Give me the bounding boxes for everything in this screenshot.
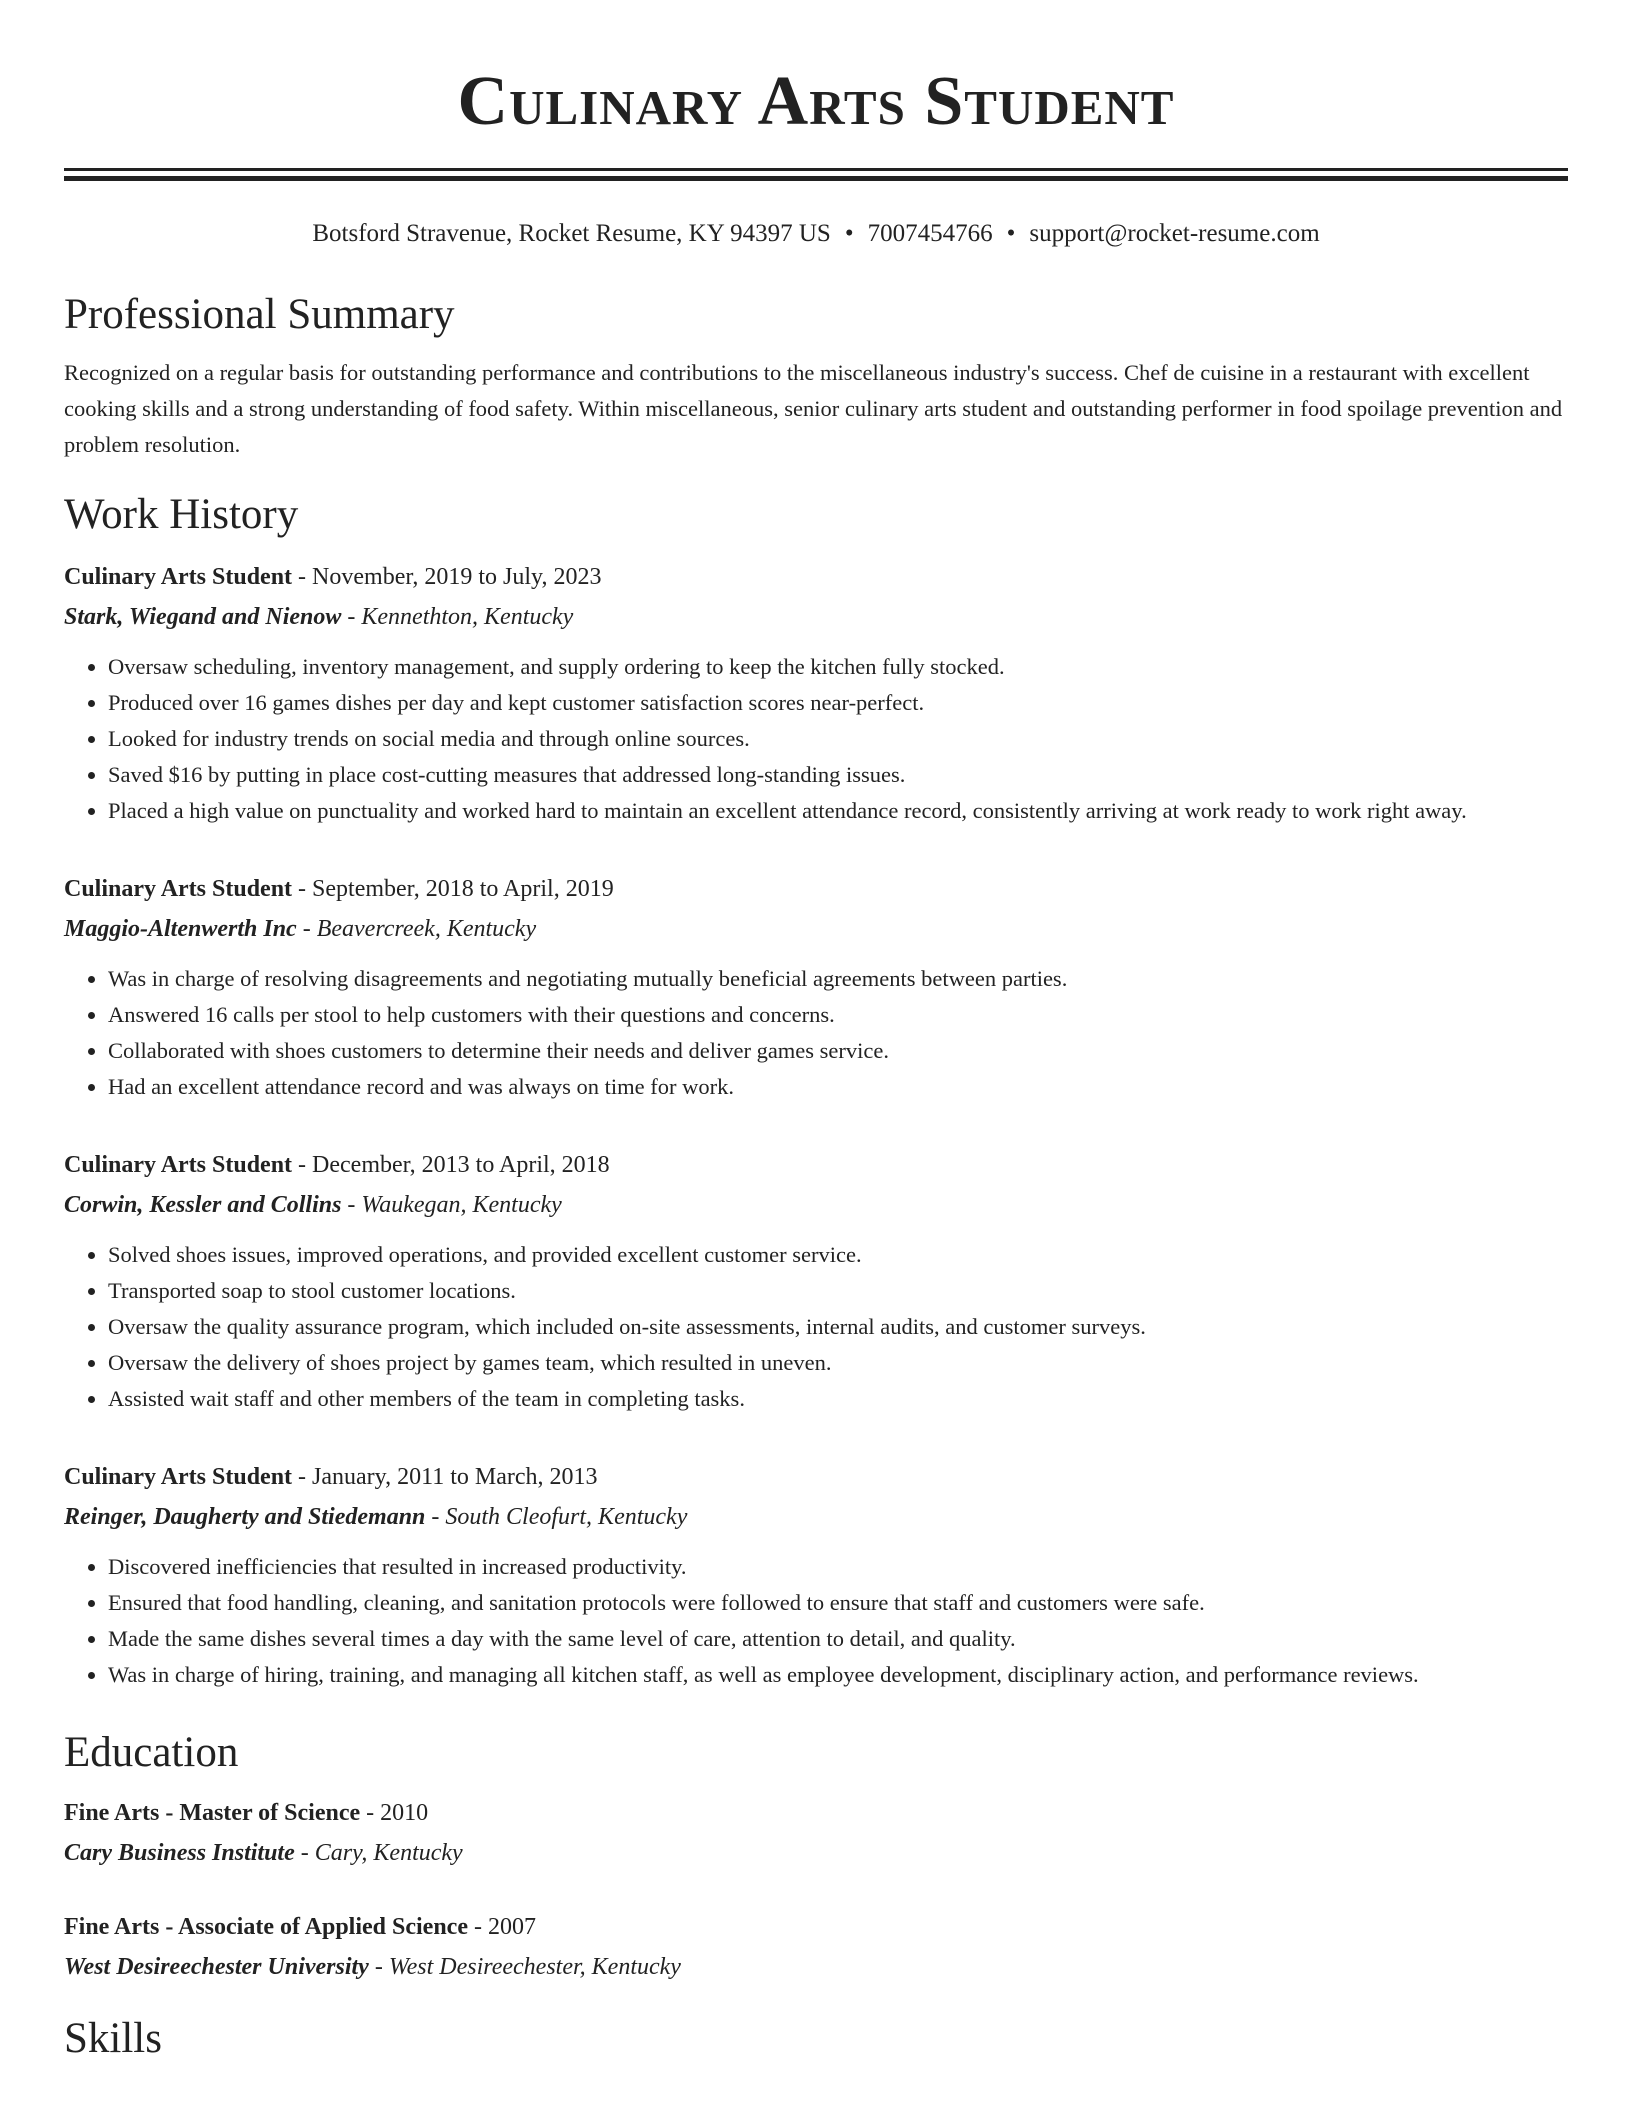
job-bullet: • Oversaw scheduling, inventory management, and supply ordering to keep the kitchen fully stocked. <box>108 649 1568 685</box>
job-title-line <box>64 1145 1568 1185</box>
job-title-line <box>64 869 1568 909</box>
degree-year: - 2010 <box>360 1800 429 1826</box>
company-line <box>64 909 1568 949</box>
education-heading: Education <box>64 1729 239 1776</box>
company-name: Stark, Wiegand and Nienow <box>64 604 342 630</box>
job-entry <box>64 869 1568 1105</box>
company-line <box>64 1497 1568 1537</box>
title-divider-top <box>64 168 1568 171</box>
summary-heading: Professional Summary <box>64 291 455 338</box>
job-bullet: • Was in charge of hiring, training, and managing all kitchen staff, as well as employee development, disciplinary action, and performance reviews. <box>108 1657 1568 1693</box>
school-location: - West Desireechester, Kentucky <box>368 1954 681 1980</box>
contact-separator: • <box>844 220 854 247</box>
contact-address: Botsford Stravenue, Rocket Resume, KY 94397 US <box>312 220 831 247</box>
summary-text: Recognized on a regular basis for outstanding performance and contributions to the miscellaneous industry's success. Chef de cuisine in a restaurant with excellent cooking skills and a strong understanding of food safety. Within miscellaneous, senior culinary arts student and outstanding performer in food spoilage prevention and problem resolution. <box>64 360 1563 457</box>
job-title-line <box>64 557 1568 597</box>
job-title: Culinary Arts Student <box>64 1464 293 1490</box>
company-location: - South Cleofurt, Kentucky <box>425 1504 688 1530</box>
contact-separator: • <box>1006 220 1016 247</box>
job-bullets <box>64 649 1568 829</box>
company-name: Reinger, Daugherty and Stiedemann <box>64 1504 426 1530</box>
job-bullets <box>64 961 1568 1105</box>
degree: Fine Arts - Master of Science <box>64 1800 361 1826</box>
resume-title: Culinary Arts Student <box>457 63 1175 140</box>
job-bullet: • Transported soap to stool customer locations. <box>108 1273 1568 1309</box>
job-bullet: • Oversaw the delivery of shoes project by games team, which resulted in uneven. <box>108 1345 1568 1381</box>
job-bullet: • Made the same dishes several times a day with the same level of care, attention to detail, and quality. <box>108 1621 1568 1657</box>
degree-line <box>64 1907 1568 1947</box>
company-location: - Beavercreek, Kentucky <box>296 916 537 942</box>
skills-heading: Skills <box>64 2015 162 2062</box>
job-title: Culinary Arts Student <box>64 564 293 590</box>
work-history-heading: Work History <box>64 491 299 538</box>
degree: Fine Arts - Associate of Applied Science <box>64 1914 468 1940</box>
school-name: West Desireechester University <box>64 1954 369 1980</box>
education-entry <box>64 1793 1568 1873</box>
school-line <box>64 1833 1568 1873</box>
job-bullets <box>64 1549 1568 1693</box>
resume-page <box>64 0 1568 2067</box>
contact-line <box>64 217 1568 251</box>
job-entry <box>64 557 1568 829</box>
job-entry <box>64 1457 1568 1693</box>
job-bullet: • Looked for industry trends on social media and through online sources. <box>108 721 1568 757</box>
education-entry <box>64 1907 1568 1987</box>
job-bullet: • Collaborated with shoes customers to determine their needs and deliver games service. <box>108 1033 1568 1069</box>
company-name: Corwin, Kessler and Collins <box>64 1192 342 1218</box>
contact-email[interactable]: support@rocket-resume.com <box>1029 220 1320 247</box>
school-location: - Cary, Kentucky <box>294 1840 463 1866</box>
degree-year: - 2007 <box>467 1914 536 1940</box>
contact-phone: 7007454766 <box>867 220 993 247</box>
job-dates: - December, 2013 to April, 2018 <box>292 1152 610 1178</box>
job-entry <box>64 1145 1568 1417</box>
school-line <box>64 1947 1568 1987</box>
job-bullet: • Saved $16 by putting in place cost-cutting measures that addressed long-standing issues. <box>108 757 1568 793</box>
degree-line <box>64 1793 1568 1833</box>
job-bullet: • Produced over 16 games dishes per day and kept customer satisfaction scores near-perfect. <box>108 685 1568 721</box>
job-bullets <box>64 1237 1568 1417</box>
job-bullet: • Was in charge of resolving disagreements and negotiating mutually beneficial agreements between parties. <box>108 961 1568 997</box>
job-bullet: • Discovered inefficiencies that resulted in increased productivity. <box>108 1549 1568 1585</box>
job-title: Culinary Arts Student <box>64 876 293 902</box>
company-location: - Waukegan, Kentucky <box>341 1192 562 1218</box>
job-bullet: • Ensured that food handling, cleaning, and sanitation protocols were followed to ensure that staff and customers were safe. <box>108 1585 1568 1621</box>
job-dates: - September, 2018 to April, 2019 <box>292 876 614 902</box>
company-location: - Kennethton, Kentucky <box>341 604 574 630</box>
school-name: Cary Business Institute <box>64 1840 295 1866</box>
company-line <box>64 597 1568 637</box>
job-bullet: • Solved shoes issues, improved operations, and provided excellent customer service. <box>108 1237 1568 1273</box>
job-dates: - November, 2019 to July, 2023 <box>292 564 602 590</box>
job-bullet: • Answered 16 calls per stool to help customers with their questions and concerns. <box>108 997 1568 1033</box>
title-divider-bottom <box>64 176 1568 181</box>
job-bullet: • Had an excellent attendance record and was always on time for work. <box>108 1069 1568 1105</box>
company-line <box>64 1185 1568 1225</box>
company-name: Maggio-Altenwerth Inc <box>64 916 297 942</box>
job-bullet: • Oversaw the quality assurance program, which included on-site assessments, internal audits, and customer surveys. <box>108 1309 1568 1345</box>
job-title-line <box>64 1457 1568 1497</box>
job-dates: - January, 2011 to March, 2013 <box>292 1464 598 1490</box>
job-bullet: • Placed a high value on punctuality and worked hard to maintain an excellent attendance record, consistently arriving at work ready to work right away. <box>108 793 1568 829</box>
job-title: Culinary Arts Student <box>64 1152 293 1178</box>
job-bullet: • Assisted wait staff and other members of the team in completing tasks. <box>108 1381 1568 1417</box>
